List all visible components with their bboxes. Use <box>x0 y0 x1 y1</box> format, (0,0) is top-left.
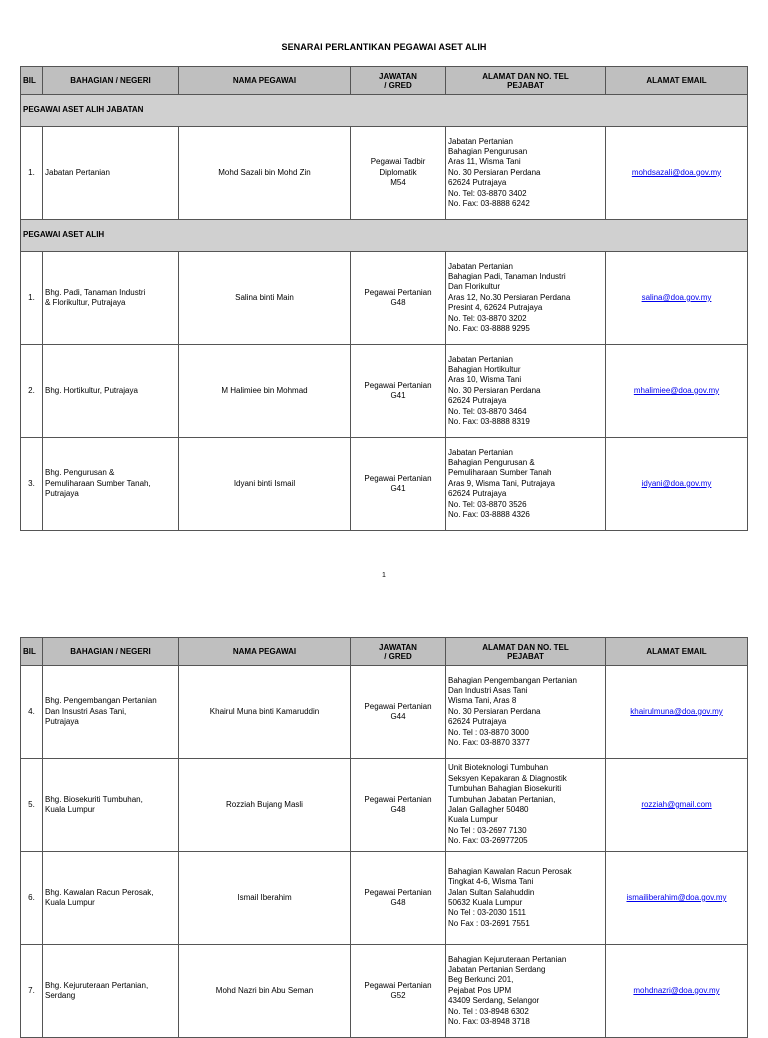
email-link[interactable]: idyani@doa.gov.my <box>641 478 712 488</box>
cell-bahagian: Bhg. Biosekuriti Tumbuhan, Kuala Lumpur <box>43 759 179 852</box>
cell-bahagian: Jabatan Pertanian <box>43 127 179 220</box>
officer-table-page1 <box>20 66 748 531</box>
email-link[interactable]: mohdnazri@doa.gov.my <box>633 985 720 995</box>
cell-alamat: Jabatan Pertanian Bahagian Padi, Tanaman Industri Dan Florikultur Aras 12, No.30 Persiaran Perdana Presint 4, 62624 Putrajaya No. Tel: 03-8870 3202 No. Fax: 03-8888 9295 <box>446 252 606 345</box>
cell-jawatan: Pegawai Pertanian G41 <box>351 438 446 531</box>
cell-nama: Idyani binti Ismail <box>179 438 351 531</box>
cell-alamat: Jabatan Pertanian Bahagian Pengurusan & Pemuliharaan Sumber Tanah Aras 9, Wisma Tani, Putrajaya 62624 Putrajaya No. Tel: 03-8870 3526 No. Fax: 03-8888 4326 <box>446 438 606 531</box>
email-link[interactable]: ismailiberahim@doa.gov.my <box>626 892 727 902</box>
cell-bil: 5. <box>21 759 43 852</box>
header-alamat: ALAMAT DAN NO. TEL PEJABAT <box>446 638 606 666</box>
section-row-aset <box>21 220 748 252</box>
table-row <box>21 252 748 345</box>
cell-jawatan: Pegawai Pertanian G41 <box>351 345 446 438</box>
header-bil: BIL <box>21 67 43 95</box>
cell-jawatan: Pegawai Pertanian G48 <box>351 852 446 945</box>
cell-bil: 2. <box>21 345 43 438</box>
email-link[interactable]: mhalimiee@doa.gov.my <box>633 385 720 395</box>
header-nama: NAMA PEGAWAI <box>179 638 351 666</box>
table-header-row <box>21 67 748 95</box>
cell-bahagian: Bhg. Pengembangan Pertanian Dan Insustri Asas Tani, Putrajaya <box>43 666 179 759</box>
header-jawatan: JAWATAN / GRED <box>351 67 446 95</box>
cell-nama: Mohd Sazali bin Mohd Zin <box>179 127 351 220</box>
email-link[interactable]: rozziah@gmail.com <box>641 799 712 809</box>
cell-bil: 4. <box>21 666 43 759</box>
table-header-row <box>21 638 748 666</box>
cell-alamat: Bahagian Kawalan Racun Perosak Tingkat 4-6, Wisma Tani Jalan Sultan Salahuddin 50632 Kuala Lumpur No Tel : 03-2030 1511 No Fax : 03-2691 7551 <box>446 852 606 945</box>
email-link[interactable]: khairulmuna@doa.gov.my <box>630 706 723 716</box>
cell-nama: Rozziah Bujang Masli <box>179 759 351 852</box>
cell-jawatan: Pegawai Tadbir Diplomatik M54 <box>351 127 446 220</box>
page-number: 1 <box>382 572 386 579</box>
cell-email <box>606 759 748 852</box>
cell-alamat: Jabatan Pertanian Bahagian Pengurusan Aras 11, Wisma Tani No. 30 Persiaran Perdana 62624 Putrajaya No. Tel: 03-8870 3402 No. Fax: 03-8888 6242 <box>446 127 606 220</box>
section-label: PEGAWAI ASET ALIH <box>21 220 748 252</box>
cell-email <box>606 127 748 220</box>
cell-jawatan: Pegawai Pertanian G44 <box>351 666 446 759</box>
cell-alamat: Jabatan Pertanian Bahagian Hortikultur Aras 10, Wisma Tani No. 30 Persiaran Perdana 62624 Putrajaya No. Tel: 03-8870 3464 No. Fax: 03-8888 8319 <box>446 345 606 438</box>
header-bahagian: BAHAGIAN / NEGERI <box>43 67 179 95</box>
cell-jawatan: Pegawai Pertanian G52 <box>351 945 446 1038</box>
cell-email <box>606 252 748 345</box>
cell-alamat: Bahagian Kejuruteraan Pertanian Jabatan Pertanian Serdang Beg Berkunci 201, Pejabat Pos UPM 43409 Serdang, Selangor No. Tel : 03-8948 6302 No. Fax: 03-8948 3718 <box>446 945 606 1038</box>
cell-bahagian: Bhg. Padi, Tanaman Industri & Florikultur, Putrajaya <box>43 252 179 345</box>
section-label: PEGAWAI ASET ALIH JABATAN <box>21 95 748 127</box>
table-row <box>21 127 748 220</box>
cell-bil: 6. <box>21 852 43 945</box>
cell-nama: Ismail Iberahim <box>179 852 351 945</box>
cell-jawatan: Pegawai Pertanian G48 <box>351 252 446 345</box>
header-nama: NAMA PEGAWAI <box>179 67 351 95</box>
table-row <box>21 345 748 438</box>
header-bil: BIL <box>21 638 43 666</box>
table-row <box>21 666 748 759</box>
cell-alamat: Unit Bioteknologi Tumbuhan Seksyen Kepakaran & Diagnostik Tumbuhan Bahagian Biosekuriti Tumbuhan Jabatan Pertanian, Jalan Gallagher 50480 Kuala Lumpur No Tel : 03-2697 7130 No. Fax: 03-26977205 <box>446 759 606 852</box>
cell-nama: M Halimiee bin Mohmad <box>179 345 351 438</box>
header-jawatan: JAWATAN / GRED <box>351 638 446 666</box>
cell-email <box>606 852 748 945</box>
cell-bil: 3. <box>21 438 43 531</box>
email-link[interactable]: mohdsazali@doa.gov.my <box>631 167 722 177</box>
header-bahagian: BAHAGIAN / NEGERI <box>43 638 179 666</box>
officer-table-page2 <box>20 637 748 1038</box>
table-row <box>21 852 748 945</box>
document-title: SENARAI PERLANTIKAN PEGAWAI ASET ALIH <box>281 42 487 52</box>
cell-email <box>606 345 748 438</box>
cell-email <box>606 438 748 531</box>
cell-bil: 7. <box>21 945 43 1038</box>
cell-nama: Khairul Muna binti Kamaruddin <box>179 666 351 759</box>
cell-email <box>606 666 748 759</box>
section-row-jabatan <box>21 95 748 127</box>
cell-bil: 1. <box>21 252 43 345</box>
table-row <box>21 759 748 852</box>
cell-nama: Salina binti Main <box>179 252 351 345</box>
cell-bahagian: Bhg. Kawalan Racun Perosak, Kuala Lumpur <box>43 852 179 945</box>
cell-alamat: Bahagian Pengembangan Pertanian Dan Industri Asas Tani Wisma Tani, Aras 8 No. 30 Persiaran Perdana 62624 Putrajaya No. Tel : 03-8870 3000 No. Fax: 03-8870 3377 <box>446 666 606 759</box>
cell-bahagian: Bhg. Kejuruteraan Pertanian, Serdang <box>43 945 179 1038</box>
cell-nama: Mohd Nazri bin Abu Seman <box>179 945 351 1038</box>
cell-bahagian: Bhg. Hortikultur, Putrajaya <box>43 345 179 438</box>
cell-jawatan: Pegawai Pertanian G48 <box>351 759 446 852</box>
cell-bahagian: Bhg. Pengurusan & Pemuliharaan Sumber Tanah, Putrajaya <box>43 438 179 531</box>
header-alamat: ALAMAT DAN NO. TEL PEJABAT <box>446 67 606 95</box>
email-link[interactable]: salina@doa.gov.my <box>641 292 712 302</box>
table-row <box>21 438 748 531</box>
cell-bil: 1. <box>21 127 43 220</box>
header-email: ALAMAT EMAIL <box>606 67 748 95</box>
header-email: ALAMAT EMAIL <box>606 638 748 666</box>
